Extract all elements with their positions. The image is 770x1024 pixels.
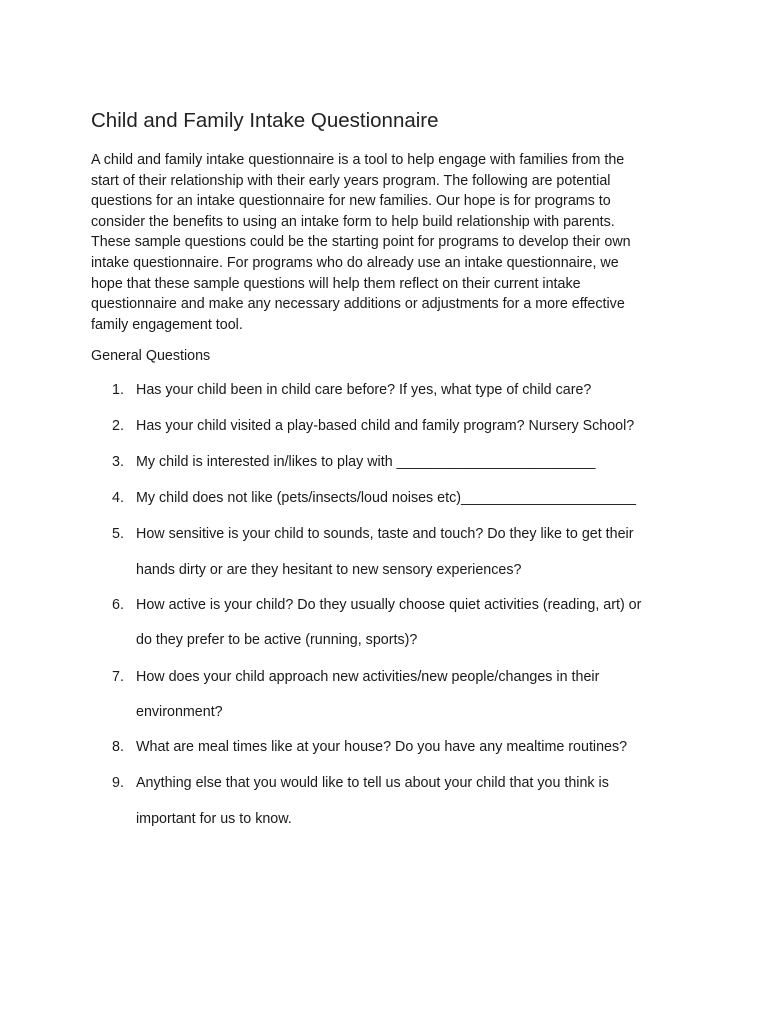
question-item <box>112 382 591 398</box>
question-number: 8. <box>112 739 124 755</box>
intro-line: family engagement tool. <box>91 316 243 333</box>
question-continuation: environment? <box>136 704 223 720</box>
question-text: Has your child visited a play-based child and family program? Nursery School? <box>136 418 635 434</box>
question-text: Has your child been in child care before? If yes, what type of child care? <box>136 382 592 398</box>
question-number: 3. <box>112 454 124 470</box>
question-text: What are meal times like at your house? Do you have any mealtime routines? <box>136 739 628 755</box>
intro-line: These sample questions could be the starting point for programs to develop their own <box>91 234 631 251</box>
question-item <box>112 490 636 506</box>
question-number: 2. <box>112 418 124 434</box>
intro-line: A child and family intake questionnaire is a tool to help engage with families from the <box>91 152 625 168</box>
question-item <box>112 775 609 791</box>
question-continuation: do they prefer to be active (running, sports)? <box>136 632 418 648</box>
intro-line: start of their relationship with their early years program. The following are potential <box>91 172 611 189</box>
question-continuation: important for us to know. <box>136 811 292 827</box>
question-item <box>112 669 599 685</box>
question-item <box>112 418 634 434</box>
question-item <box>112 597 641 613</box>
intro-paragraph <box>91 150 681 335</box>
question-item <box>112 454 595 470</box>
question-item <box>112 526 633 542</box>
question-text: How does your child approach new activities/new people/changes in their <box>136 669 600 685</box>
question-text: Anything else that you would like to tell us about your child that you think is <box>136 775 609 791</box>
question-text: How active is your child? Do they usually choose quiet activities (reading, art) or <box>136 597 642 613</box>
intro-line: intake questionnaire. For programs who do already use an intake questionnaire, we <box>91 254 619 271</box>
intro-line: consider the benefits to using an intake form to help build relationship with parents. <box>91 213 615 230</box>
question-text: My child does not like (pets/insects/loud noises etc)______________________ <box>136 490 636 506</box>
question-number: 6. <box>112 597 124 613</box>
question-number: 5. <box>112 526 124 542</box>
intro-line: questionnaire and make any necessary additions or adjustments for a more effective <box>91 296 625 313</box>
intro-line: hope that these sample questions will help them reflect on their current intake <box>91 275 581 292</box>
question-continuation: hands dirty or are they hesitant to new sensory experiences? <box>136 562 522 578</box>
question-number: 4. <box>112 490 124 506</box>
section-heading: General Questions <box>91 348 211 364</box>
question-text: How sensitive is your child to sounds, taste and touch? Do they like to get their <box>136 526 634 542</box>
question-number: 9. <box>112 775 124 791</box>
question-number: 7. <box>112 669 124 685</box>
question-number: 1. <box>112 382 124 398</box>
intro-line: questions for an intake questionnaire for new families. Our hope is for programs to <box>91 193 611 210</box>
question-item <box>112 739 627 755</box>
question-text: My child is interested in/likes to play with _________________________ <box>136 454 596 470</box>
page-title: Child and Family Intake Questionnaire <box>91 109 439 132</box>
